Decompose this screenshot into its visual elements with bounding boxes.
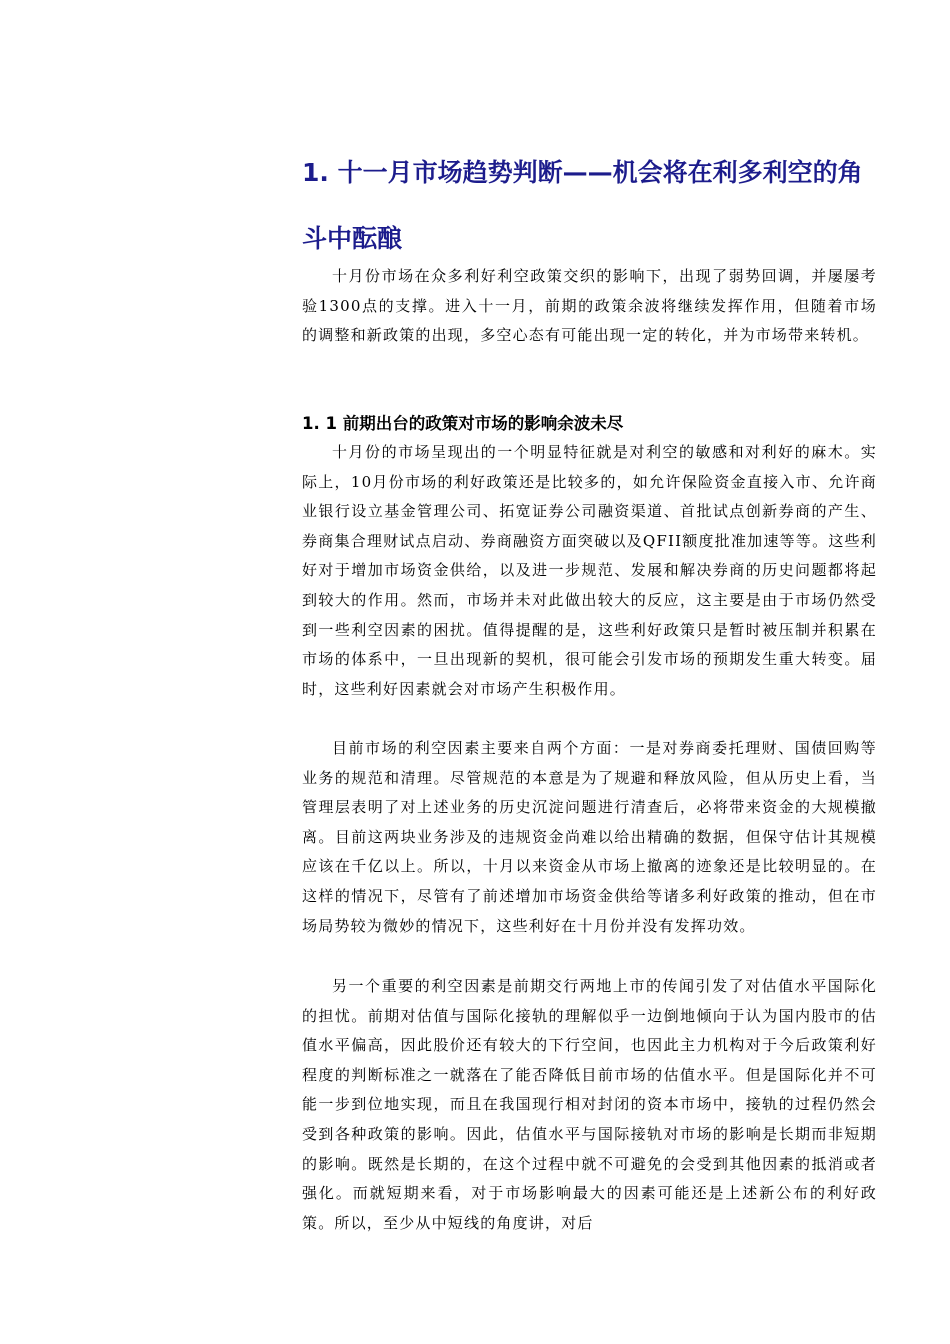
- section-heading: 1. 十一月市场趋势判断——机会将在利多利空的角斗中酝酿: [302, 158, 863, 253]
- body-paragraph-1: 十月份的市场呈现出的一个明显特征就是对利空的敏感和对利好的麻木。实际上，10月份市场的利好政策还是比较多的，如允许保险资金直接入市、允许商业银行设立基金管理公司、拓宽证券公司融资渠道、首批试点创新券商的产生、券商集合理财试点启动、券商融资方面突破以及QFII额度批准加速等等。这些利好对于增加市场资金供给，以及进一步规范、发展和解决券商的历史问题都将起到较大的作用。然而，市场并未对此做出较大的反应，这主要是由于市场仍然受到一些利空因素的困扰。值得提醒的是，这些利好政策只是暂时被压制并积累在市场的体系中，一旦出现新的契机，很可能会引发市场的预期发生重大转变。届时，这些利好因素就会对市场产生积极作用。: [302, 443, 877, 698]
- body-paragraph-3: 另一个重要的利空因素是前期交行两地上市的传闻引发了对估值水平国际化的担忧。前期对估值与国际化接轨的理解似乎一边倒地倾向于认为国内股市的估值水平偏高，因此股价还有较大的下行空间，也因此主力机构对于今后政策利好程度的判断标准之一就落在了能否降低目前市场的估值水平。但是国际化并不可能一步到位地实现，而且在我国现行相对封闭的资本市场中，接轨的过程仍然会受到各种政策的影响。因此，估值水平与国际接轨对市场的影响是长期而非短期的影响。既然是长期的，在这个过程中就不可避免的会受到其他因素的抵消或者强化。而就短期来看，对于市场影响最大的因素可能还是上述新公布的利好政策。所以，至少从中短线的角度讲，对后: [302, 977, 877, 1232]
- intro-paragraph: 十月份市场在众多利好利空政策交织的影响下，出现了弱势回调，并屡屡考验1300点的支撑。进入十一月，前期的政策余波将继续发挥作用，但随着市场的调整和新政策的出现，多空心态有可能出现一定的转化，并为市场带来转机。: [302, 267, 877, 345]
- subsection-heading: 1. 1 前期出台的政策对市场的影响余波未尽: [302, 414, 624, 433]
- body-paragraph-2: 目前市场的利空因素主要来自两个方面：一是对券商委托理财、国债回购等业务的规范和清理。尽管规范的本意是为了规避和释放风险，但从历史上看，当管理层表明了对上述业务的历史沉淀问题进行清查后，必将带来资金的大规模撤离。目前这两块业务涉及的违规资金尚难以给出精确的数据，但保守估计其规模应该在千亿以上。所以，十月以来资金从市场上撤离的迹象还是比较明显的。在这样的情况下，尽管有了前述增加市场资金供给等诸多利好政策的推动，但在市场局势较为微妙的情况下，这些利好在十月份并没有发挥功效。: [302, 739, 877, 935]
